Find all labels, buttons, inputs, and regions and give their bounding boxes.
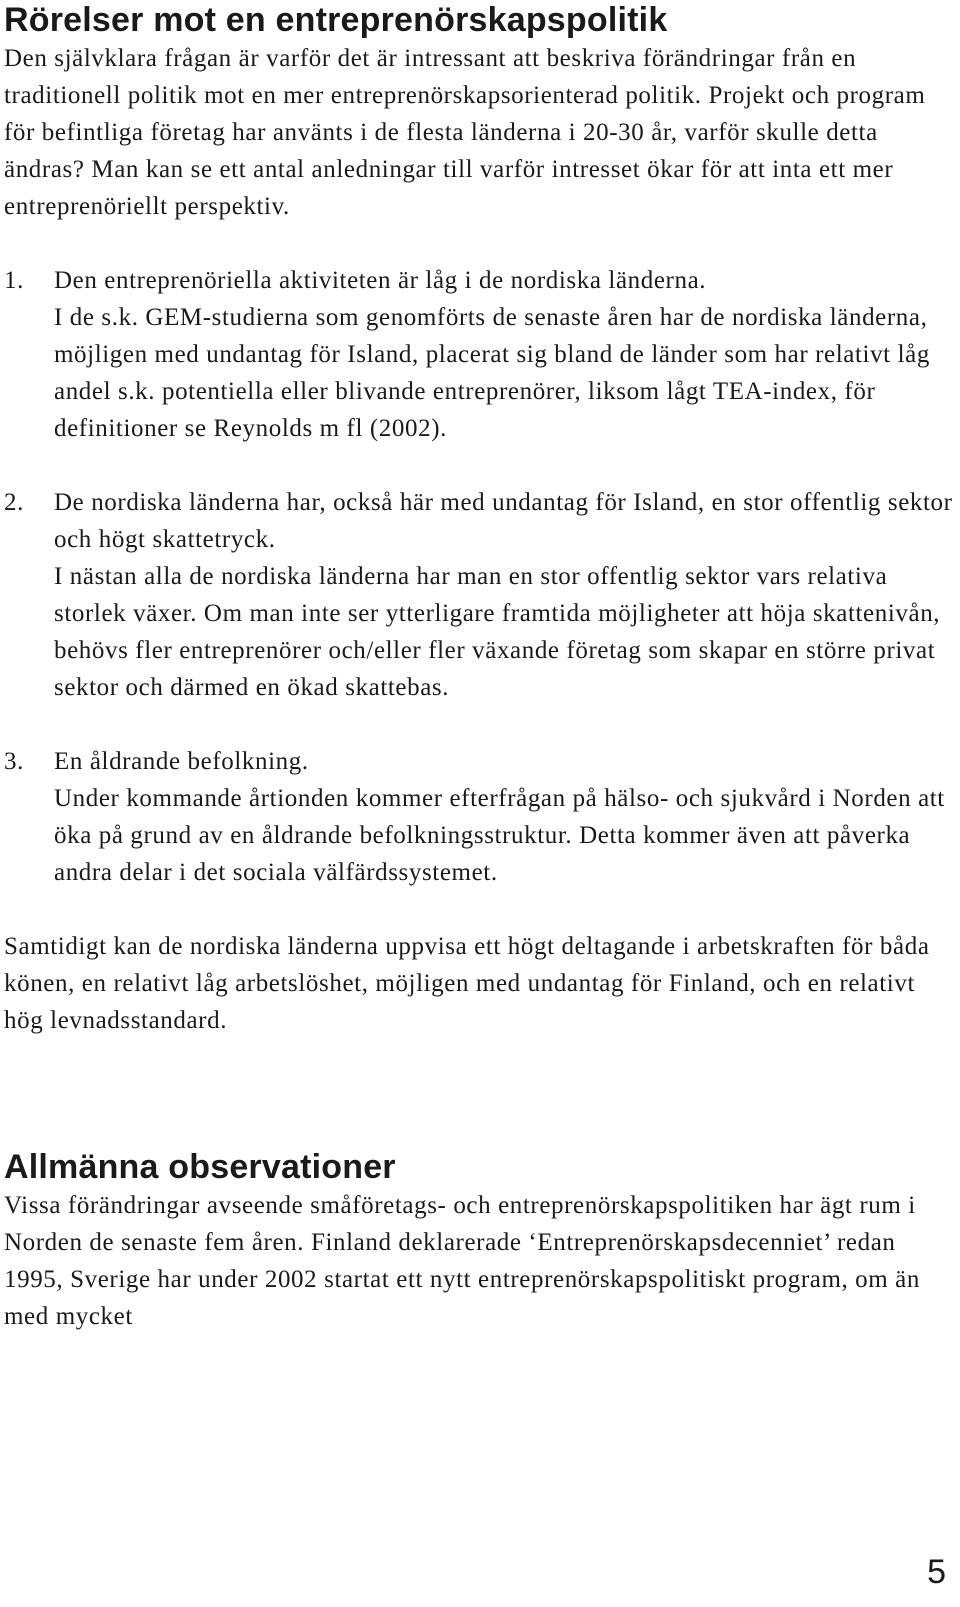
closing-paragraph: Samtidigt kan de nordiska länderna uppvisa ett högt deltagande i arbetskraften för båda könen, en relativt låg arbetslöshet, möjligen med undantag för Finland, och en relativt hög levnadsstandard. [4,933,930,1034]
list-item-title: En åldrande befolkning. [54,748,309,775]
list-item-body [54,484,954,706]
list-item-title: Den entreprenöriella aktiviteten är låg i de nordiska länderna. [54,267,707,294]
list-item-number: 1. [4,267,24,294]
section-heading-observations: Allmänna observationer [4,1148,396,1186]
list-item [4,262,954,447]
list-item-body [54,262,954,447]
list-item-text: Under kommande årtionden kommer efterfrågan på hälso- och sjukvård i Norden att öka på grund av en åldrande befolkningsstruktur. Detta kommer även att påverka andra delar i det sociala välfärdssystemet. [54,785,945,886]
observations-paragraph: Vissa förändringar avseende småföretags- och entreprenörskapspolitiken har ägt rum i Norden de senaste fem åren. Finland deklarerade ‘Entreprenörskapsdecenniet’ redan 1995, Sverige har under 2002 startat ett nytt entreprenörskapspolitiskt program, om än med mycket [4,1192,920,1330]
page-number: 5 [927,1553,946,1591]
list-item-body [54,743,954,891]
list-item-number: 2. [4,489,24,516]
list-item [4,484,954,706]
list-item-number: 3. [4,748,24,775]
list-item-text: I de s.k. GEM-studierna som genomförts de senaste åren har de nordiska länderna, möjligen med undantag för Island, placerat sig bland de länder som har relativt låg andel s.k. potentiella eller blivande entreprenörer, liksom lågt TEA-index, för definitioner se Reynolds m fl (2002). [54,304,930,442]
section-heading-movements: Rörelser mot en entreprenörskapspolitik [4,1,668,39]
list-item-title: De nordiska länderna har, också här med undantag för Island, en stor offentlig sektor och högt skattetryck. [54,489,953,553]
intro-paragraph: Den självklara frågan är varför det är intressant att beskriva förändringar från en traditionell politik mot en mer entreprenörskapsorienterad politik. Projekt och program för befintliga företag har använts i de flesta länderna i 20-30 år, varför skulle detta ändras? Man kan se ett antal anledningar till varför intresset ökar för att inta ett mer entreprenöriellt perspektiv. [4,45,926,220]
reasons-list [4,262,954,891]
list-item [4,743,954,891]
document-page [4,0,954,1335]
list-item-text: I nästan alla de nordiska länderna har man en stor offentlig sektor vars relativa storlek växer. Om man inte ser ytterligare framtida möjligheter att höja skattenivån, behövs fler entreprenörer och/eller fler växande företag som skapar en större privat sektor och därmed en ökad skattebas. [54,563,941,701]
